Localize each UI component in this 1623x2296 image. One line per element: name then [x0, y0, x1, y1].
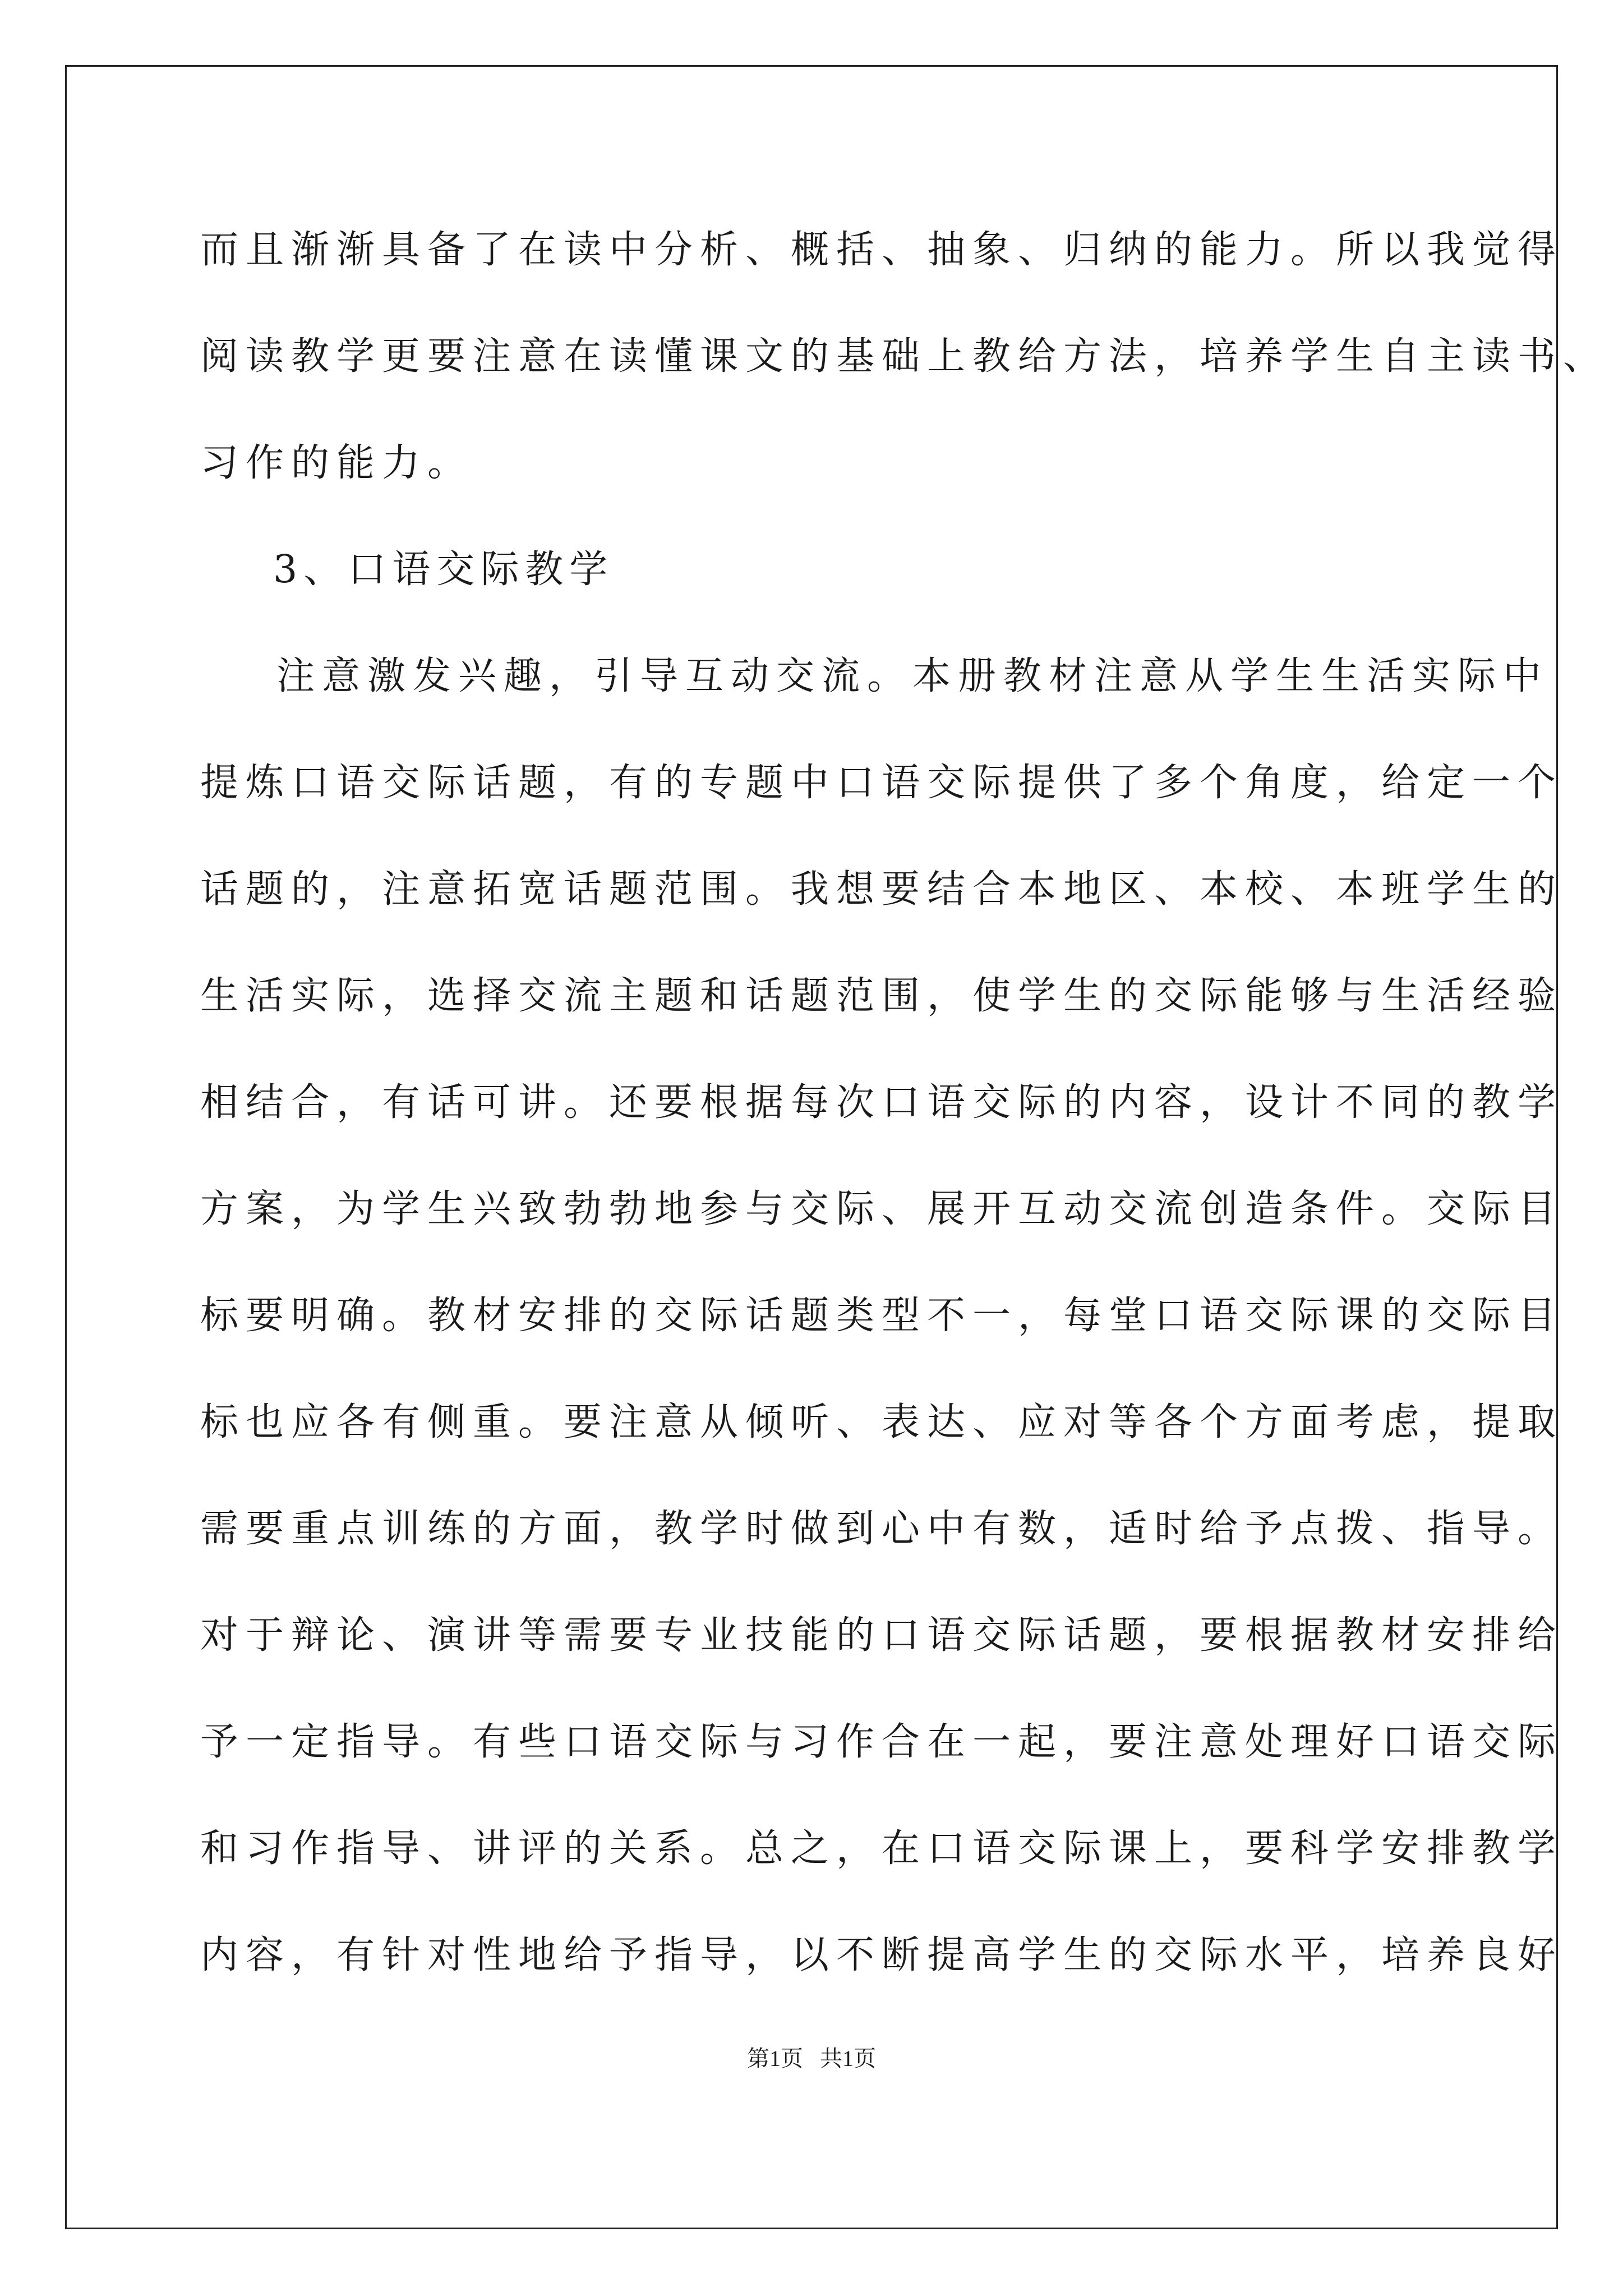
- paragraph-line: 内容，有针对性地给予指导，以不断提高学生的交际水平，培养良好: [200, 1933, 1564, 1977]
- paragraph-line: 相结合，有话可讲。还要根据每次口语交际的内容，设计不同的教学: [200, 1080, 1564, 1125]
- paragraph-line: 予一定指导。有些口语交际与习作合在一起，要注意处理好口语交际: [200, 1720, 1564, 1764]
- paragraph-line: 习作的能力。: [200, 441, 473, 485]
- paragraph-line: 标要明确。教材安排的交际话题类型不一，每堂口语交际课的交际目: [200, 1294, 1564, 1338]
- paragraph-line: 标也应各有侧重。要注意从倾听、表达、应对等各个方面考虑，提取: [200, 1400, 1564, 1444]
- paragraph-line: 话题的，注意拓宽话题范围。我想要结合本地区、本校、本班学生的: [200, 867, 1564, 912]
- paragraph-line: 和习作指导、讲评的关系。总之，在口语交际课上，要科学安排教学: [200, 1826, 1564, 1871]
- document-body: [200, 212, 1609, 2024]
- page-number-footer: 第1页 共1页: [747, 2046, 876, 2071]
- paragraph-line: 提炼口语交际话题，有的专题中口语交际提供了多个角度，给定一个: [200, 761, 1564, 805]
- paragraph-line: 需要重点训练的方面，教学时做到心中有数，适时给予点拨、指导。: [200, 1507, 1564, 1551]
- paragraph-line: 方案，为学生兴致勃勃地参与交际、展开互动交流创造条件。交际目: [200, 1187, 1564, 1231]
- paragraph-line: 对于辩论、演讲等需要专业技能的口语交际话题，要根据教材安排给: [200, 1613, 1564, 1658]
- paragraph-line: 阅读教学更要注意在读懂课文的基础上教给方法，培养学生自主读书、: [200, 334, 1609, 379]
- section-heading: 3、口语交际教学: [273, 547, 614, 592]
- paragraph-line: 生活实际，选择交流主题和话题范围，使学生的交际能够与生活经验: [200, 974, 1564, 1018]
- paragraph-line: 注意激发兴趣，引导互动交流。本册教材注意从学生生活实际中: [276, 654, 1549, 698]
- paragraph-line: 而且渐渐具备了在读中分析、概括、抽象、归纳的能力。所以我觉得: [200, 228, 1564, 272]
